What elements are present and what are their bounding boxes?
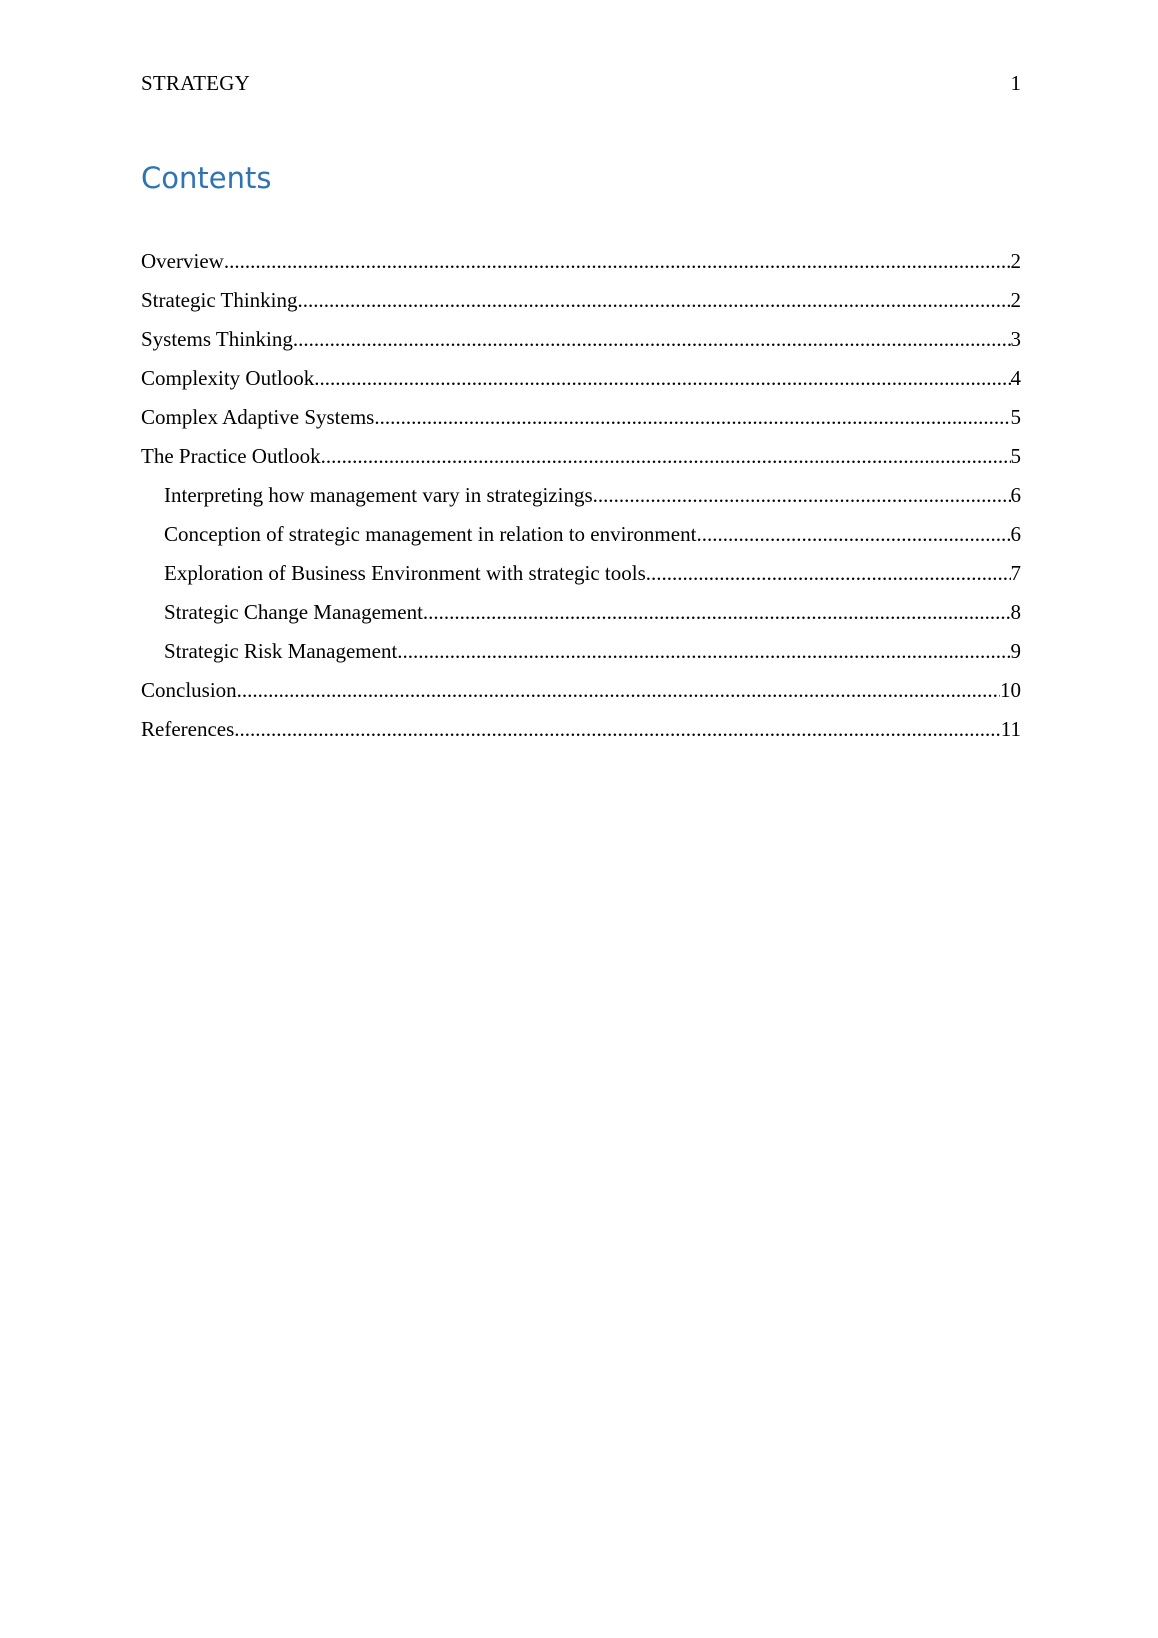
dot-leader [321,441,1011,471]
toc-entry-label: Complex Adaptive Systems [141,405,375,429]
toc-entry-systems-thinking[interactable] [141,324,1021,363]
toc-entry-label: The Practice Outlook [141,444,321,468]
dot-leader [314,363,1010,393]
toc-entry-label: Overview [141,249,224,273]
toc-entry-label: Systems Thinking [141,327,293,351]
toc-entry-label: Strategic Change Management [164,600,423,624]
toc-entry-page: 10 [1000,678,1021,702]
dot-leader [423,597,1011,627]
running-head: STRATEGY [141,71,250,95]
toc-entry-label: Interpreting how management vary in strategizings [164,483,593,507]
toc-entry-conclusion[interactable] [141,675,1021,714]
dot-leader [298,285,1011,315]
toc-entry-page: 11 [1000,717,1021,741]
toc-entry-strategic-change-management[interactable] [141,597,1021,636]
toc-entry-page: 5 [1010,444,1021,468]
toc-entry-label: Complexity Outlook [141,366,315,390]
page-header [141,68,1021,98]
dot-leader [237,675,1000,705]
toc-entry-complex-adaptive-systems[interactable] [141,402,1021,441]
toc-entry-page: 3 [1010,327,1021,351]
toc-entry-exploration-business-environment[interactable] [141,558,1021,597]
toc-entry-label: References [141,717,235,741]
dot-leader [293,324,1011,354]
toc-entry-page: 7 [1010,561,1021,585]
dot-leader [397,636,1010,666]
toc-title: Contents [141,161,272,195]
toc-entry-page: 2 [1010,288,1021,312]
dot-leader [374,402,1010,432]
dot-leader [646,558,1011,588]
dot-leader [593,480,1011,510]
toc-entry-interpreting-management[interactable] [141,480,1021,519]
toc-entry-label: Conclusion [141,678,237,702]
toc-entry-conception-strategic-management[interactable] [141,519,1021,558]
page-number: 1 [1010,71,1021,95]
dot-leader [224,246,1011,276]
toc-entry-page: 6 [1010,522,1021,546]
toc-entry-overview[interactable] [141,246,1021,285]
toc-entry-page: 6 [1010,483,1021,507]
toc-entry-page: 4 [1010,366,1021,390]
toc-entry-strategic-risk-management[interactable] [141,636,1021,675]
toc-entry-strategic-thinking[interactable] [141,285,1021,324]
toc-entry-page: 8 [1010,600,1021,624]
toc-entry-page: 5 [1010,405,1021,429]
table-of-contents [141,246,1021,753]
toc-entry-complexity-outlook[interactable] [141,363,1021,402]
dot-leader [696,519,1010,549]
toc-entry-practice-outlook[interactable] [141,441,1021,480]
dot-leader [234,714,1000,744]
toc-entry-label: Exploration of Business Environment with strategic tools [164,561,646,585]
toc-entry-page: 9 [1010,639,1021,663]
toc-entry-label: Conception of strategic management in relation to environment [164,522,697,546]
toc-entry-page: 2 [1010,249,1021,273]
toc-entry-label: Strategic Thinking [141,288,298,312]
toc-entry-label: Strategic Risk Management [164,639,398,663]
toc-entry-references[interactable] [141,714,1021,753]
